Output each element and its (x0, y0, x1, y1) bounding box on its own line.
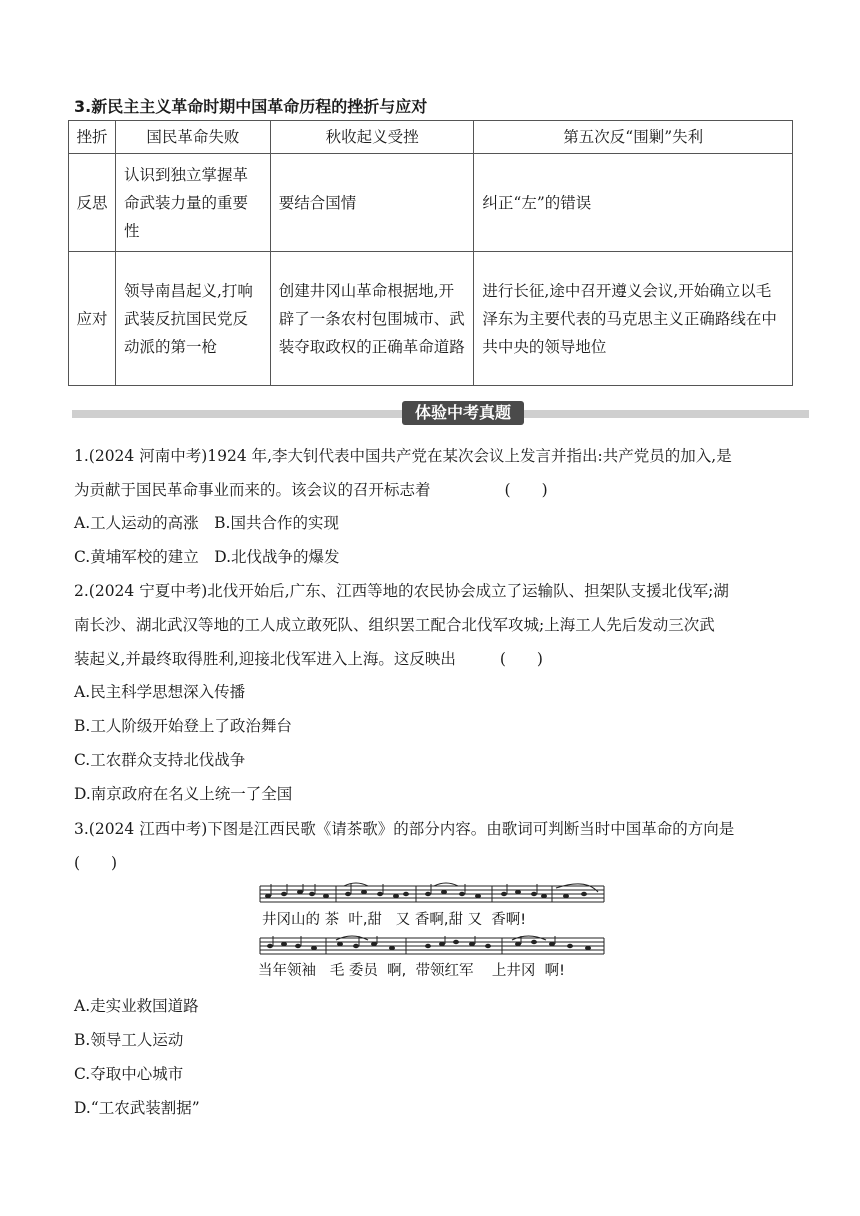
table-header-cell: 秋收起义受挫 (270, 121, 474, 154)
banner-label: 体验中考真题 (402, 401, 524, 425)
table-header-cell: 挫折 (69, 121, 116, 154)
table-header-cell: 第五次反“围剿”失利 (474, 121, 793, 154)
question-1-options-line2[interactable]: C.黄埔军校的建立 D.北伐战争的爆发 (74, 548, 340, 566)
section-title: 3.新民主主义革命时期中国革命历程的挫折与应对 (74, 97, 428, 116)
table-cell: 认识到独立掌握革命武装力量的重要性 (115, 154, 270, 252)
question-2-stem-line2: 南长沙、湖北武汉等地的工人成立敢死队、组织罢工配合北伐军攻城;上海工人先后发动三次武 (74, 616, 715, 634)
question-1-options-line1[interactable]: A.工人运动的高涨 B.国共合作的实现 (74, 514, 339, 532)
table-cell: 纠正“左”的错误 (474, 154, 793, 252)
table-header-row (69, 121, 793, 154)
answer-parentheses: ( ) (499, 650, 543, 668)
section-banner (72, 403, 809, 423)
question-2-option-a[interactable]: A.民主科学思想深入传播 (74, 683, 246, 701)
question-2-option-c[interactable]: C.工农群众支持北伐战争 (74, 751, 246, 769)
question-2-option-b[interactable]: B.工人阶级开始登上了政治舞台 (74, 717, 292, 735)
revolution-setbacks-table (68, 120, 793, 386)
row-label: 应对 (69, 252, 116, 386)
song-lyric-line-2: 当年领袖 毛 委员 啊, 带领红军 上井冈 啊! (258, 963, 565, 979)
song-lyric-line-1: 井冈山的 茶 叶,甜 又 香啊,甜 又 香啊! (262, 912, 527, 928)
question-3-option-d[interactable]: D.“工农武装割据” (74, 1099, 200, 1117)
table-row (69, 252, 793, 386)
question-3-option-a[interactable]: A.走实业救国道路 (74, 997, 199, 1015)
question-2-option-d[interactable]: D.南京政府在名义上统一了全国 (74, 785, 293, 803)
answer-parentheses: ( ) (74, 854, 118, 872)
question-3-stem-line1: 3.(2024 江西中考)下图是江西民歌《请茶歌》的部分内容。由歌词可判断当时中国革命的方向是 (74, 820, 735, 838)
table-row (69, 154, 793, 252)
question-2-stem-line3 (74, 647, 543, 669)
question-1-stem-text: 为贡献于国民革命事业而来的。该会议的召开标志着 (74, 481, 431, 499)
question-3-option-b[interactable]: B.领导工人运动 (74, 1031, 184, 1049)
question-1-stem-line1: 1.(2024 河南中考)1924 年,李大钊代表中国共产党在某次会议上发言并指出:共产党员的加入,是 (74, 447, 732, 465)
music-score-figure (256, 882, 616, 978)
question-1-stem-line2 (74, 478, 548, 500)
row-label: 反思 (69, 154, 116, 252)
table-cell: 进行长征,途中召开遵义会议,开始确立以毛泽东为主要代表的马克思主义正确路线在中共中央的领导地位 (474, 252, 793, 386)
question-2-stem-line1: 2.(2024 宁夏中考)北伐开始后,广东、江西等地的农民协会成立了运输队、担架队支援北伐军;湖 (74, 582, 729, 600)
table-header-cell: 国民革命失败 (115, 121, 270, 154)
table-cell: 创建井冈山革命根据地,开辟了一条农村包围城市、武装夺取政权的正确革命道路 (270, 252, 474, 386)
table-cell: 领导南昌起义,打响武装反抗国民党反动派的第一枪 (115, 252, 270, 386)
question-3-option-c[interactable]: C.夺取中心城市 (74, 1065, 184, 1083)
answer-parentheses: ( ) (504, 481, 548, 499)
question-2-stem-text: 装起义,并最终取得胜利,迎接北伐军进入上海。这反映出 (74, 650, 456, 668)
table-cell: 要结合国情 (270, 154, 474, 252)
